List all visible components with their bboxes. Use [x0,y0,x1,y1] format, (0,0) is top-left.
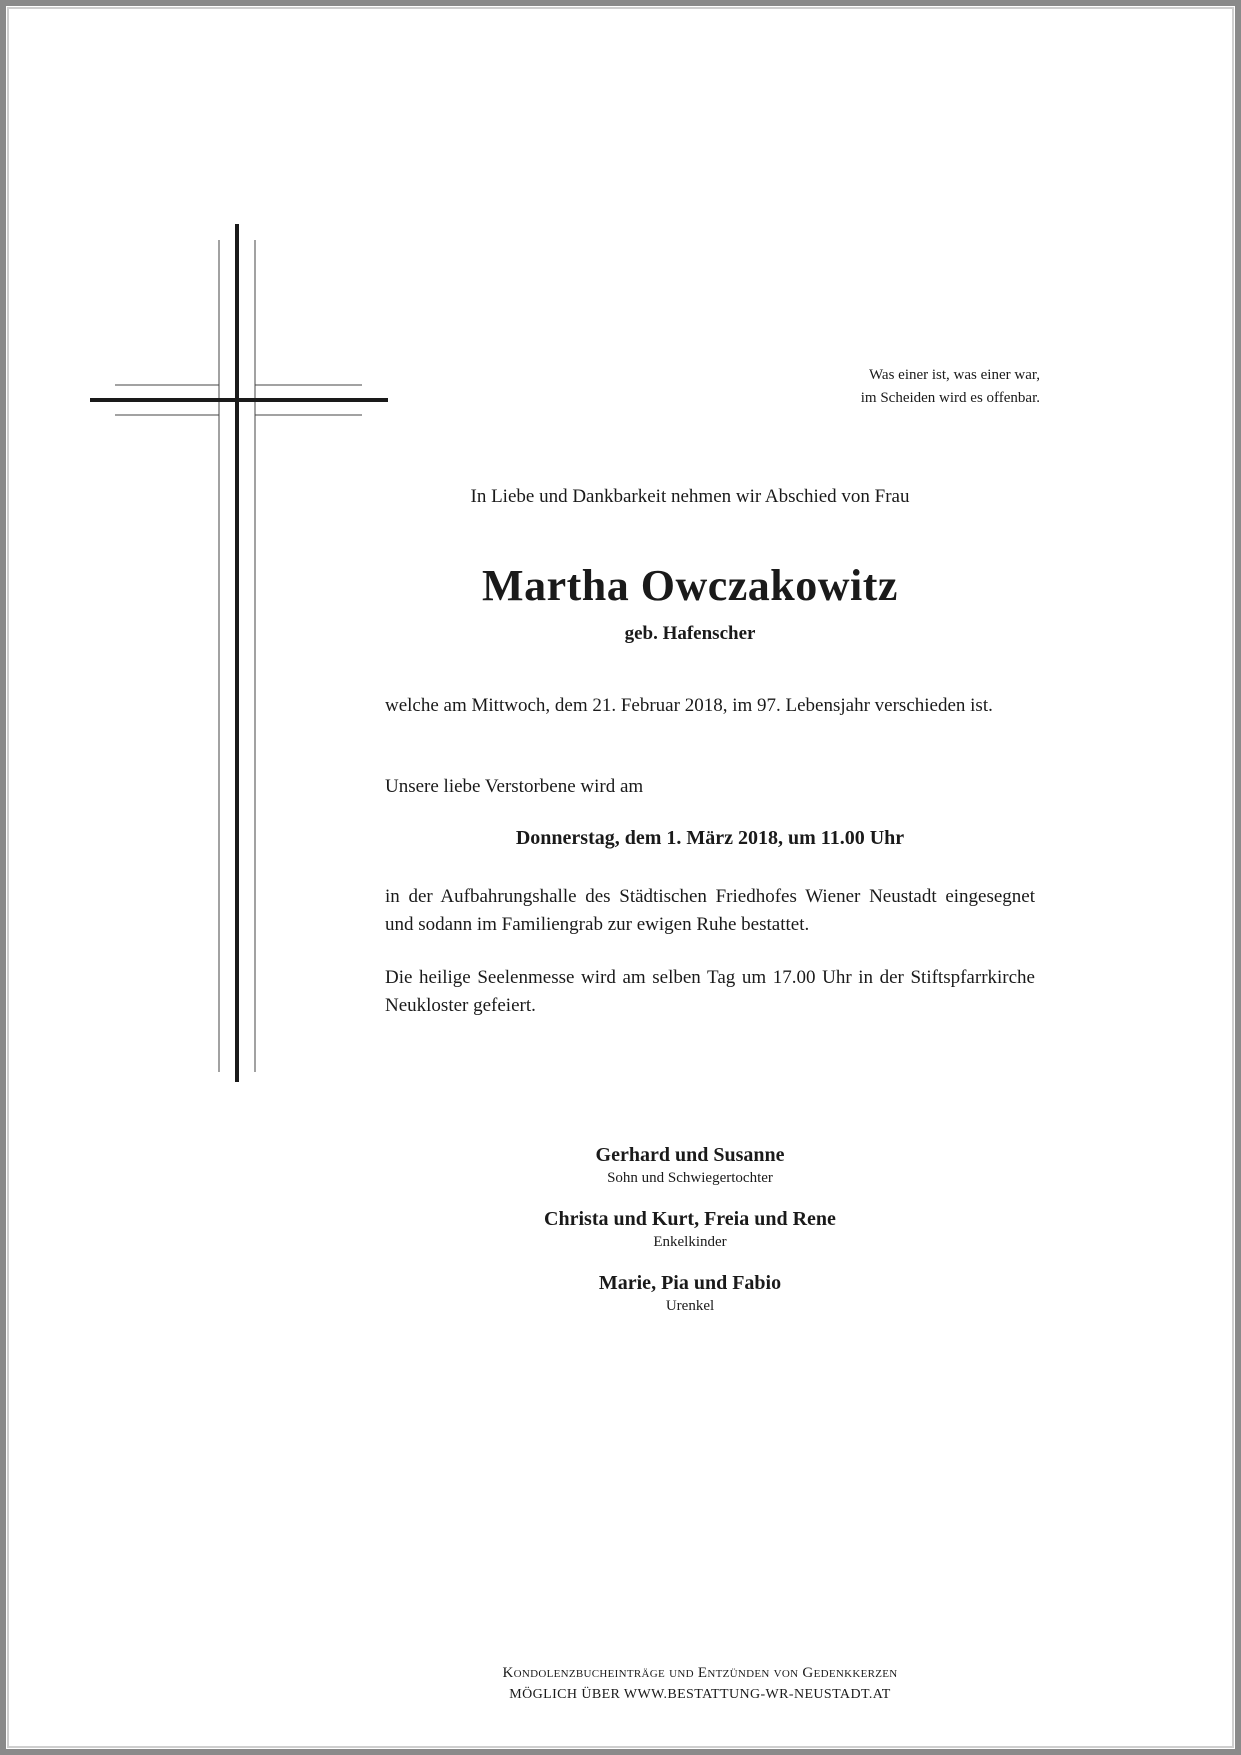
epigraph-line-1: Was einer ist, was einer war, [868,367,1040,383]
death-paragraph: welche am Mittwoch, dem 21. Februar 2018, im 97. Lebensjahr verschieden ist. [385,695,993,716]
mourners-list [380,1142,1000,1334]
deceased-name: Martha Owczakowitz [482,561,898,610]
mourner-names: Gerhard und Susanne [595,1144,785,1166]
intro-line: In Liebe und Dankbarkeit nehmen wir Abschied von Frau [470,486,910,507]
cross-icon [0,0,400,1100]
announce-paragraph: Unsere liebe Verstorbene wird am [385,776,644,797]
footer-condolence-text: Kondolenzbucheinträge und Entzünden von Gedenkkerzen [502,1665,898,1681]
mourner-group [380,1142,1000,1188]
footer [300,1662,1100,1706]
funeral-date: Donnerstag, dem 1. März 2018, um 11.00 Uhr [515,827,905,849]
burial-paragraph: in der Aufbahrungshalle des Städtischen Friedhofes Wiener Neustadt eingesegnet und sodann im Familiengrab zur ewigen Ruhe bestattet. [385,886,1035,935]
footer-website-link[interactable]: MÖGLICH ÜBER WWW.BESTATTUNG-WR-NEUSTADT.AT [509,1687,891,1702]
maiden-name: geb. Hafenscher [624,623,756,644]
epigraph [700,364,1040,410]
mourner-names: Marie, Pia und Fabio [598,1272,782,1294]
mourner-relation: Urenkel [665,1298,715,1314]
mourner-group [380,1270,1000,1316]
mourner-group [380,1206,1000,1252]
mass-paragraph: Die heilige Seelenmesse wird am selben Tag um 17.00 Uhr in der Stiftspfarrkirche Neukloster gefeiert. [385,967,1035,1016]
mourner-names: Christa und Kurt, Freia und Rene [544,1208,836,1230]
epigraph-line-2: im Scheiden wird es offenbar. [860,390,1040,406]
mourner-relation: Sohn und Schwiegertochter [607,1170,773,1186]
mourner-relation: Enkelkinder [653,1234,727,1250]
